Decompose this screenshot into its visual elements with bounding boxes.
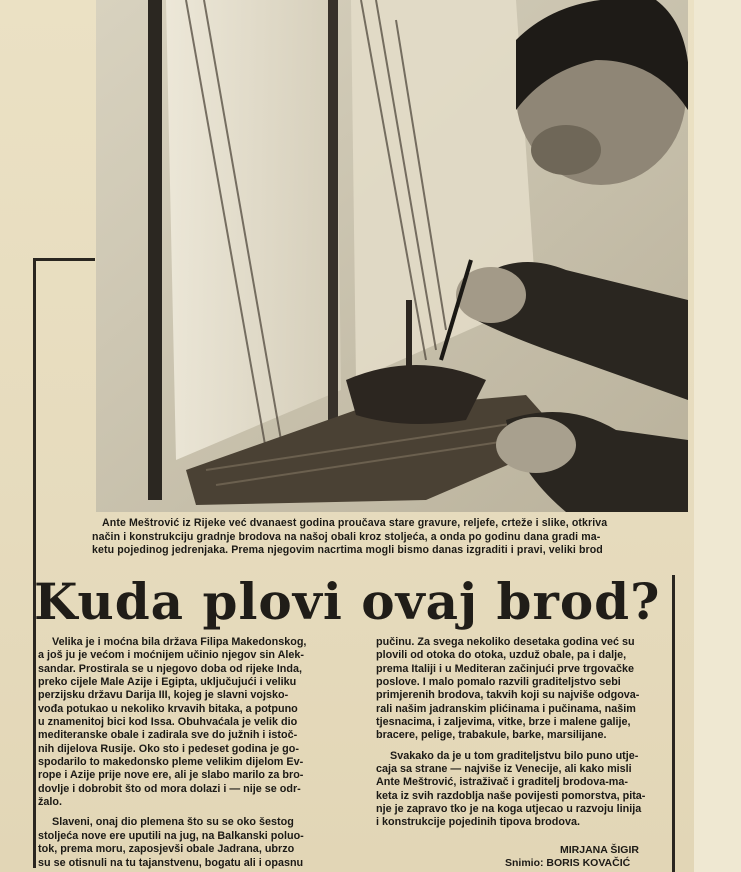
- article-column-2: [376, 636, 672, 830]
- text-line: nje je zapravo tko je na koga utjecao u razvoju linija: [376, 803, 642, 816]
- text-line: nih dijelova Rusije. Oko sto i pedeset godina je go-: [38, 742, 299, 755]
- text-line: Velika je i moćna bila država Filipa Makedonskog,: [52, 636, 307, 648]
- article-photo: [96, 0, 688, 512]
- text-line: dovlje i dobrobit što od mora dolazi i — nije se odr-: [38, 782, 301, 795]
- photo-caption: [92, 517, 682, 558]
- article-column-1: [38, 636, 334, 870]
- caption-line: ketu pojedinog jedrenjaka. Prema njegovim nacrtima mogli bismo danas izgraditi i pravi, veliki brod: [92, 544, 603, 556]
- frame-rule-left: [33, 258, 36, 868]
- text-line: stoljeća nove ere uputili na jug, na Balkanski poluo-: [38, 829, 304, 842]
- text-line: prema Italiji i u Mediteran začinjući prve trgovačke: [376, 662, 635, 675]
- text-line: plovili od otoka do otoka, uzduž obale, pa i dalje,: [376, 649, 627, 662]
- author-byline: MIRJANA ŠIGIR: [560, 844, 639, 856]
- text-line: žalo.: [38, 796, 62, 809]
- text-line: rali našim jadranskim plićinama i pučinama, našim: [376, 702, 636, 715]
- article-headline: Kuda plovi ovaj brod?: [34, 572, 661, 631]
- text-line: Ante Meštrović, istraživač i graditelj brodova-ma-: [376, 776, 628, 789]
- text-line: Slaveni, onaj dio plemena što su se oko šestog: [52, 816, 294, 829]
- text-line: preko cijele Male Azije i Egipta, uključujući i veliku: [38, 676, 297, 689]
- text-line: rope i Azije prije nove ere, ali je slabo marilo za bro-: [38, 769, 304, 782]
- text-line: u znamenitoj bici kod Issa. Obuhvaćala je velik dio: [38, 716, 298, 729]
- text-line: mediteranske obale i zadirala sve do južnih i istoč-: [38, 729, 298, 742]
- text-line: vođa potukao u nekoliko krvavih bitaka, a potpuno: [38, 702, 298, 715]
- text-line: bracere, pelige, trabakule, barke, marsilijane.: [376, 729, 607, 742]
- caption-line: Ante Meštrović iz Rijeke već dvanaest godina proučava stare gravure, reljefe, crteže i slike, otkriva: [102, 517, 608, 529]
- text-line: su se otisnuli na tu tajanstvenu, bogatu ali i opasnu: [38, 856, 304, 869]
- text-line: keta iz svih razdoblja naše povijesti pomorstva, pita-: [376, 789, 646, 802]
- text-line: Svakako da je u tom graditeljstvu bilo puno utje-: [390, 749, 639, 762]
- text-line: tok, prema moru, zaposjevši obale Jadrana, ubrzo: [38, 843, 295, 856]
- page-edge: [694, 0, 741, 872]
- text-line: primjerenih brodova, takvih koji su najviše odgova-: [376, 689, 640, 702]
- text-line: sandar. Prostirala se u njegovo doba od rijeke Inda,: [38, 662, 303, 675]
- caption-line: način i konstrukciju gradnje brodova na našoj obali kroz stoljeća, a onda po godinu dana gradi ma-: [92, 530, 601, 543]
- text-line: spodarilo to makedonsko pleme velikim dijelom Ev-: [38, 756, 304, 769]
- text-line: a još ju je većom i moćnijem učinio njegov sin Alek-: [38, 649, 304, 662]
- photo-credit: Snimio: BORIS KOVAČIĆ: [505, 857, 631, 869]
- text-line: perzijsku državu Darija III, kojeg je slavni vojsko-: [38, 689, 289, 702]
- text-line: i konstrukcije pojedinih tipova brodova.: [376, 816, 580, 829]
- text-line: pučinu. Za svega nekoliko desetaka godina već su: [376, 636, 635, 648]
- frame-rule-top: [33, 258, 95, 261]
- text-line: tjesnacima, i zaljevima, vitke, brze i malene galije,: [376, 716, 631, 729]
- text-line: caja sa strane — najviše iz Venecije, ali kako misli: [376, 763, 632, 776]
- text-line: poslove. I malo pomalo razvili graditeljstvo sebi: [376, 676, 621, 689]
